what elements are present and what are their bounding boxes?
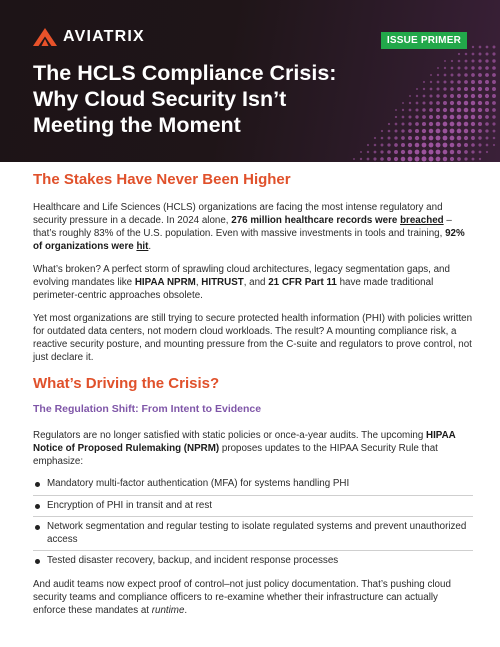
paragraph-stakes [33,201,473,253]
text-run: Healthcare and Life Sciences (HCLS) organizations are facing the most intense regulatory and security pressure in a decade. In 2024 alone, [33,202,443,226]
aviatrix-mark-icon [33,28,57,46]
bold-hipaa-nprm-full: HIPAA Notice of Proposed Rulemaking (NPRM) [33,430,456,454]
text-run: , [195,277,202,288]
list-item [33,474,473,496]
list-item-text: Encryption of PHI in transit and at rest [47,499,212,511]
list-item [33,496,473,518]
text-run: And audit teams now expect proof of control–not just policy documentation. That’s pushing cloud security teams and compliance officers to re-examine whether their infrastructure can actually enforce these mandates at [33,578,451,616]
page-title [33,60,363,138]
title-line-3: Meeting the Moment [33,113,241,137]
brand-wordmark: AVIATRIX [63,28,145,45]
italic-runtime: runtime [151,604,185,616]
list-item-text: Mandatory multi-factor authentication (MFA) for systems handling PHI [47,478,350,489]
issue-primer-badge: ISSUE PRIMER [381,32,467,49]
title-line-1: The HCLS Compliance Crisis: [33,61,337,85]
paragraph-regulators [33,429,473,468]
text-run: have made traditional perimeter-centric approaches obsolete. [33,277,434,301]
title-line-2: Why Cloud Security Isn’t [33,87,287,111]
paragraph-whats-broken [33,263,473,302]
bullet-icon [35,525,40,530]
list-item [33,517,473,551]
text-run: proposes updates to the HIPAA Security Rule that emphasize: [33,443,438,467]
brand-logo [33,28,145,46]
breached-link[interactable]: breached [400,215,444,226]
hero-banner [0,0,500,162]
list-item-text: Tested disaster recovery, backup, and incident response processes [47,555,339,566]
section-heading-stakes: The Stakes Have Never Been Higher [33,171,291,188]
text-run: , and [243,277,269,288]
paragraph-outdated-policies: Yet most organizations are still trying to secure protected health information (PHI) with policies written for outdated data centers, not modern cloud workloads. The result? A mounting compliance risk, a reactive security posture, and mounting pressure from the C-suite and regulators to prove control, not just declare it. [33,313,473,363]
requirements-list [33,474,473,572]
text-run: Regulators are no longer satisfied with static policies or once-a-year audits. The upcoming [33,430,426,441]
text-run: . [184,604,188,616]
text-run: . [148,241,152,252]
hit-link[interactable]: hit [136,241,149,252]
text-run: What’s broken? A perfect storm of sprawling cloud architectures, legacy segmentation gaps, and evolving mandates like [33,264,450,288]
bold-stat-records [231,215,443,226]
section-heading-driving: What’s Driving the Crisis? [33,375,220,392]
bold-hitrust: HITRUST [201,277,244,288]
bullet-icon [35,482,40,487]
bold-21cfr: 21 CFR Part 11 [268,277,337,288]
list-item [33,551,473,572]
main-content [33,170,473,617]
bullet-icon [35,559,40,564]
bold-hipaa-nprm: HIPAA NPRM [134,277,196,288]
paragraph-audit-teams [33,578,473,617]
text-run: – that’s roughly 83% of the U.S. population. Even with massive investments in tools and training, [33,215,452,239]
list-item-text: Network segmentation and regular testing to isolate regulated systems and prevent unauthorized access [47,521,467,545]
subheading-regulation-shift: The Regulation Shift: From Intent to Evidence [33,403,262,415]
bullet-icon [35,504,40,509]
text-run: 276 million healthcare records were [231,215,401,226]
text-run: 92% of organizations were [33,228,465,252]
